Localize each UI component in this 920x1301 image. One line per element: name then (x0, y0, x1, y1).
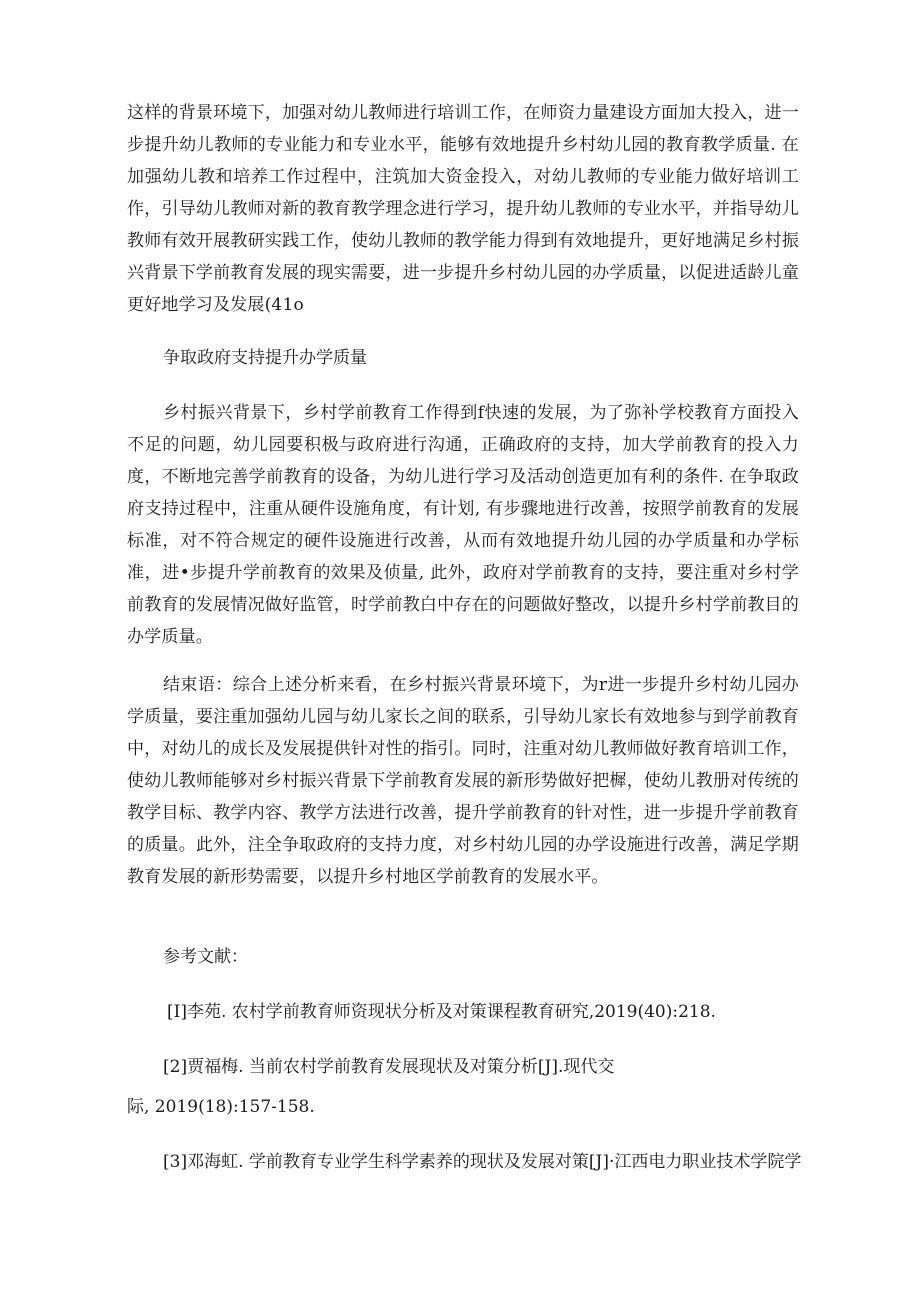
section-heading-government-support: 争取政府支持提升办学质量 (163, 348, 367, 368)
reference-item-1: [I]李苑. 农村学前教育师资现状分析及对策课程教育研究,2019(40):218. (167, 1002, 716, 1022)
reference-item-2-line-1: [2]贾福梅. 当前农村学前教育发展现状及对策分析[J].现代交 (163, 1057, 615, 1077)
reference-item-3: [3]邓海虹. 学前教育专业学生科学素养的现状及发展对策[J]·江西电力职业技术学院学 (163, 1152, 802, 1172)
paragraph-conclusion: 结束语：综合上述分析来看，在乡村振兴背景环境下，为r进一步提升乡村幼儿园办学质量，要注重加强幼儿园与幼儿家长之间的联系，引导幼儿家长有效地参与到学前教育中，对幼儿的成长及发展提供针对性的指引。同时，注重对幼儿教师做好教育培训工作，使幼儿教师能够对乡村振兴背景下学前教育发展的新形势做好把樨，使幼儿教册对传统的教学目标、教学内容、教学方法进行改善，提升学前教育的针对性，进一步提升学前教育的质量。此外，注全争取政府的支持力度，对乡村幼儿园的办学设施进行改善，满足学期教育发展的新形势需要，以提升乡村地区学前教育的发展水平。 (127, 675, 799, 887)
reference-item-2-line-2: 际, 2019(18):157-158. (127, 1097, 315, 1117)
paragraph-teacher-training: 这样的背景环境下，加强对幼儿教师进行培训工作，在师资力量建设方面加大投入，进一步提升幼儿教师的专业能力和专业水平，能够有效地提升乡村幼儿园的教育教学质量. 在加强幼儿教和培养工作过程中，注筑加大资金投入，对幼儿教师的专业能力做好培训工作，引导幼儿教师对新的教育教学理念进行学习，提升幼儿教师的专业水平，并指导幼儿教师有效开展教研实践工作，使幼儿教师的教学能力得到有效地提升，更好地满足乡村振兴背景下学前教育发展的现实需要，进一步提升乡村幼儿园的办学质量，以促进适龄儿童更好地学习及发展(41o (127, 103, 799, 315)
references-title: 参考文献： (163, 947, 248, 967)
paragraph-government-support: 乡村振兴背景下，乡村学前教育工作得到f快速的发展，为了弥补学校教育方面投入不足的问题，幼儿园要积极与政府进行沟通，正确政府的支持，加大学前教育的投入力度，不断地完善学前教育的设备，为幼儿进行学习及活动创造更加有利的条件. 在争取政府支持过程中，注重从硬件设施角度，有计划, 有步骤地进行改善，按照学前教育的发展标准，对不符合规定的硬件设施进行改善，从而有效地提升幼儿园的办学质量和办学标准，进•步提升学前教育的效果及侦量, 此外，政府对学前教育的支持，要注重对乡村学前教育的发展情况做好监管，时学前教白中存在的问题做好整改，以提升乡村学前教目的办学质量。 (127, 403, 799, 647)
